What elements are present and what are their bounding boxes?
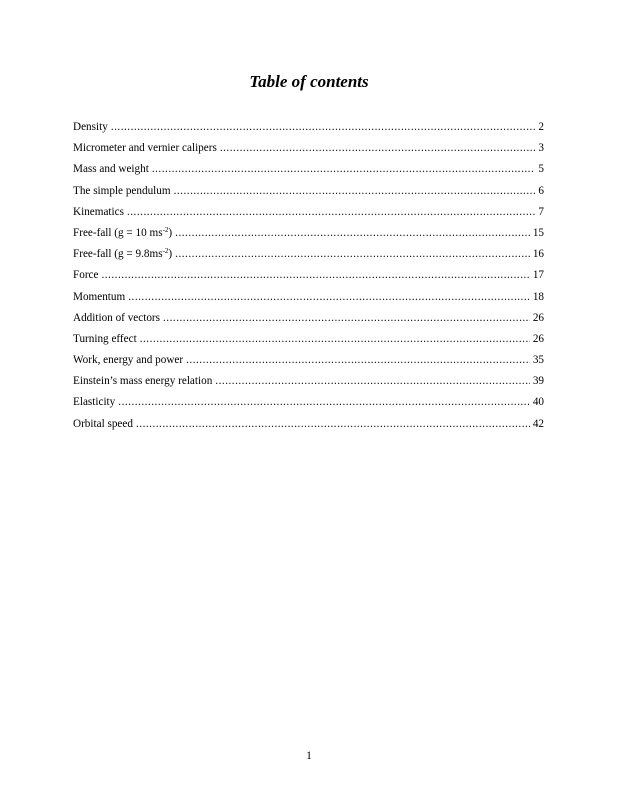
toc-entry-page: 26 (532, 311, 544, 324)
toc-entry-page: 6 (538, 184, 544, 197)
toc-entry (73, 418, 544, 439)
toc-leader-dots (140, 333, 530, 345)
toc-entry (73, 163, 544, 184)
toc-entry-superscript: -2 (162, 247, 169, 256)
toc-entry-label: Einstein’s mass energy relation (73, 375, 213, 388)
toc-leader-dots (186, 354, 530, 366)
toc-entry-label: Density (73, 121, 108, 133)
toc-entry (73, 269, 544, 290)
toc-leader-dots (152, 163, 536, 175)
toc-entry-label: Mass and weight (73, 163, 149, 176)
toc-entry-superscript: -2 (162, 225, 169, 234)
toc-entry-page: 15 (532, 226, 544, 239)
toc-entry-page: 16 (532, 248, 544, 261)
toc-entry (73, 333, 544, 354)
page-number: 1 (306, 750, 312, 762)
toc-entry-label: The simple pendulum (73, 184, 171, 197)
toc-leader-dots (215, 375, 530, 387)
toc-entry-page: 17 (532, 269, 544, 282)
toc-entry-page: 18 (532, 290, 544, 303)
toc-entry (73, 291, 544, 312)
toc-entry (73, 312, 544, 333)
toc-entry-label-suffix: ) (168, 226, 173, 239)
toc-entry-page: 5 (538, 163, 544, 176)
toc-leader-dots (175, 248, 530, 260)
toc-entry (73, 248, 544, 269)
toc-leader-dots (128, 291, 530, 303)
toc-entry-label-suffix: ) (168, 248, 173, 261)
toc-entry-page: 35 (532, 354, 544, 367)
toc-entry-page: 42 (532, 417, 544, 430)
toc-entry-page: 40 (532, 396, 544, 409)
toc-entry-page: 3 (538, 142, 544, 155)
toc-entry (73, 185, 544, 206)
toc-entry-label: Kinematics (73, 205, 124, 218)
toc-entry (73, 142, 544, 163)
toc-leader-dots (174, 185, 536, 197)
toc-entry (73, 121, 544, 142)
toc-entry (73, 375, 544, 396)
toc-entry-label: Micrometer and vernier calipers (73, 142, 217, 155)
toc-entry-label-text: Free-fall (g = 10 ms (73, 226, 163, 239)
toc-entry-page: 26 (532, 332, 544, 345)
toc-leader-dots (118, 396, 530, 408)
toc-list (73, 121, 544, 439)
toc-leader-dots (175, 227, 530, 239)
toc-entry (73, 206, 544, 227)
toc-entry (73, 227, 544, 248)
toc-entry-label: Work, energy and power (73, 354, 184, 367)
toc-leader-dots (220, 142, 536, 154)
toc-leader-dots (101, 269, 529, 281)
toc-entry-page: 2 (538, 121, 544, 133)
page-title: Table of contents (249, 72, 369, 91)
toc-entry (73, 354, 544, 375)
toc-entry-label: Momentum (73, 290, 126, 303)
toc-entry-label (73, 227, 172, 239)
toc-leader-dots (163, 312, 530, 324)
toc-leader-dots (111, 121, 536, 133)
toc-entry-page: 7 (538, 205, 544, 218)
toc-entry-label: Elasticity (73, 396, 116, 409)
toc-leader-dots (127, 206, 535, 218)
toc-entry (73, 396, 544, 417)
toc-entry-label (73, 248, 172, 260)
toc-entry-label: Turning effect (73, 332, 137, 345)
toc-entry-page: 39 (532, 375, 544, 388)
toc-entry-label: Force (73, 269, 99, 282)
toc-leader-dots (136, 418, 530, 430)
toc-entry-label: Orbital speed (73, 417, 133, 430)
toc-entry-label-text: Free-fall (g = 9.8ms (73, 248, 163, 261)
toc-entry-label: Addition of vectors (73, 311, 160, 324)
